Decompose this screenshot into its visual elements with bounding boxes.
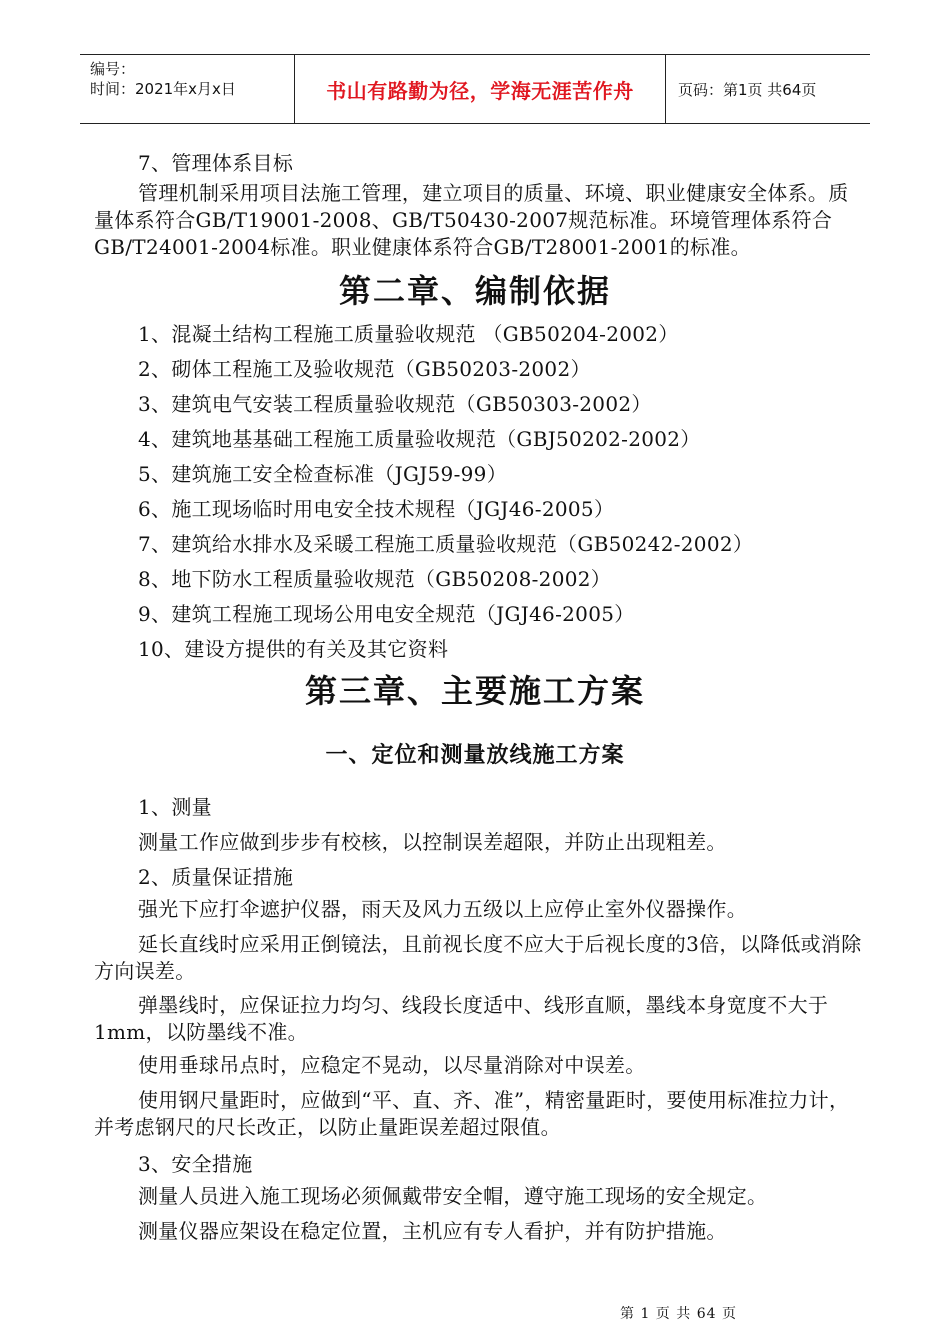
list-item: 1、混凝土结构工程施工质量验收规范 （GB50204-2002） xyxy=(138,322,679,346)
paragraph: 测量仪器应架设在稳定位置，主机应有专人看护，并有防护措施。 xyxy=(138,1219,727,1243)
header-meta xyxy=(80,55,294,123)
header-motto: 书山有路勤为径，学海无涯苦作舟 xyxy=(294,55,666,123)
chapter-title: 第二章、编制依据 xyxy=(338,272,611,310)
list-item: 4、建筑地基基础工程施工质量验收规范（GBJ50202-2002） xyxy=(138,427,701,451)
doc-number-label: 编号： xyxy=(90,60,136,78)
list-item: 6、施工现场临时用电安全技术规程（JGJ46-2005） xyxy=(138,497,615,521)
subsection-heading: 3、安全措施 xyxy=(138,1152,253,1176)
subsection-heading: 2、质量保证措施 xyxy=(138,865,294,889)
list-item: 10、建设方提供的有关及其它资料 xyxy=(138,637,449,661)
subsection-heading: 1、测量 xyxy=(138,795,212,819)
paragraph: 测量人员进入施工现场必须佩戴带安全帽，遵守施工现场的安全规定。 xyxy=(138,1184,768,1208)
paragraph: 使用钢尺量距时，应做到“平、直、齐、准”，精密量距时，要使用标准拉力计，并考虑钢尺的尺长改正，以防止量距误差超过限值。 xyxy=(94,1088,850,1139)
list-item: 9、建筑工程施工现场公用电安全规范（JGJ46-2005） xyxy=(138,602,635,626)
paragraph: 使用垂球吊点时，应稳定不晃动，以尽量消除对中误差。 xyxy=(138,1053,646,1077)
paragraph: 管理机制采用项目法施工管理，建立项目的质量、环境、职业健康安全体系。质量体系符合GB/T19001-2008、GB/T50430-2007规范标准。环境管理体系符合GB/T24001-2004标准。职业健康体系符合GB/T28001-2001的标准。 xyxy=(94,181,849,259)
list-item: 3、建筑电气安装工程质量验收规范（GB50303-2002） xyxy=(138,392,652,416)
list-item: 2、砌体工程施工及验收规范（GB50203-2002） xyxy=(138,357,591,381)
page-header xyxy=(80,54,870,124)
header-page-info: 页码：第1页 共64页 xyxy=(678,80,817,99)
paragraph: 弹墨线时，应保证拉力均匀、线段长度适中、线形直顺，墨线本身宽度不大于1mm，以防墨线不准。 xyxy=(94,993,829,1044)
list-item: 5、建筑施工安全检查标准（JGJ59-99） xyxy=(138,462,507,486)
section-heading: 7、管理体系目标 xyxy=(138,151,294,175)
section-title: 一、定位和测量放线施工方案 xyxy=(325,743,625,768)
paragraph: 延长直线时应采用正倒镜法，且前视长度不应大于后视长度的3倍，以降低或消除方向误差。 xyxy=(94,932,862,983)
list-item: 8、地下防水工程质量验收规范（GB50208-2002） xyxy=(138,567,612,591)
list-item: 7、建筑给水排水及采暖工程施工质量验收规范（GB50242-2002） xyxy=(138,532,754,556)
paragraph: 测量工作应做到步步有校核，以控制误差超限，并防止出现粗差。 xyxy=(138,830,727,854)
page-footer: 第 1 页 共 64 页 xyxy=(620,1306,737,1322)
doc-time-label: 时间：2021年x月x日 xyxy=(90,80,236,98)
chapter-title: 第三章、主要施工方案 xyxy=(304,672,645,710)
paragraph: 强光下应打伞遮护仪器，雨天及风力五级以上应停止室外仪器操作。 xyxy=(138,897,747,921)
